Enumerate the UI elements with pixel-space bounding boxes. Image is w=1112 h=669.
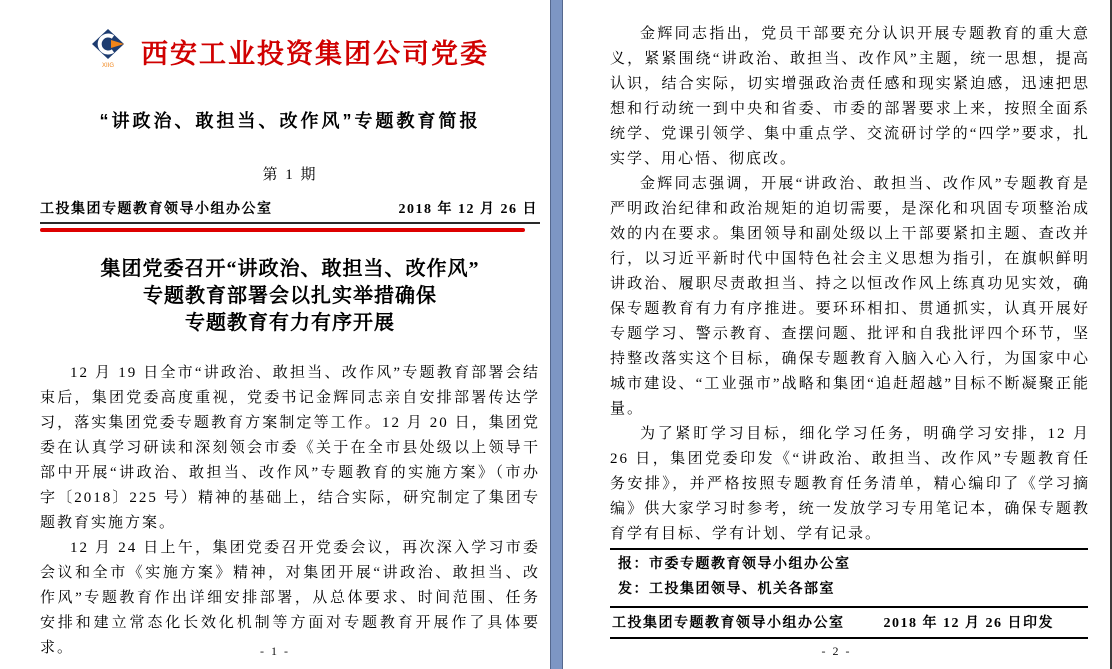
page-divider-bar: [550, 0, 563, 669]
page-1-body: [40, 361, 540, 661]
paragraph: 金辉同志强调，开展“讲政治、敢担当、改作风”专题教育是严明政治纪律和政治规矩的迫切需要，是深化和巩固专项整治成效的内在要求。集团领导和副处级以上干部要紧扣主题、查改并行，以习近平新时代中国特色社会主义思想为指引，在旗帜鲜明讲政治、履职尽责敢担当、持之以恒改作风上练真功见实效，确保专题教育有力有序推进。要环环相扣、贯通抓实，认真开展好专题学习、警示教育、查摆问题、批评和自我批评四个环节，坚持整改落实这个目标，确保专题教育入脑入心入行，为国家中心城市建设、“工业强市”战略和集团“追赶超越”目标不断凝聚正能量。: [610, 176, 1090, 417]
page-2: [563, 0, 1110, 669]
bulletin-footer: [610, 548, 1088, 639]
masthead-red-rule: [40, 228, 525, 232]
issue-date: 2018 年 12 月 26 日: [398, 202, 538, 217]
article-headline: [40, 256, 540, 337]
paragraph: 12 月 24 日上午，集团党委召开党委会议，再次深入学习市委会议和全市《实施方案》精神，对集团开展“讲政治、敢担当、改作风”专题教育作出详细安排部署，从总体要求、时间范围、任务安排和建立常态化长效化机制等方面对专题教育开展作了具体要求。: [40, 540, 540, 656]
print-info-row: [610, 608, 1088, 639]
issuer-date-row: [40, 198, 540, 224]
paragraph: 12 月 19 日全市“讲政治、敢担当、改作风”专题教育部署会结束后，集团党委高度重视，党委书记金辉同志亲自安排部署传达学习，落实集团党委专题教育方案制定等工作。12 月 20 日，集团党委在认真学习研读和深刻领会市委《关于在全市县处级以上领导干部中开展“讲政治、敢担当、改作风”专题教育的实施方案》（市办字〔2018〕225 号）精神的基础上，结合实际，研究制定了集团专题教育实施方案。: [40, 365, 540, 531]
page-2-body: [610, 22, 1090, 547]
page-2-number: - 2 -: [821, 644, 852, 658]
paragraph: 为了紧盯学习目标，细化学习任务，明确学习安排，12 月 26 日，集团党委印发《“讲政治、敢担当、改作风”专题教育任务安排》，并严格按照专题教育任务清单，精心编印了《学习摘编》供大家学习时参考，统一发放学习专用笔记本，确保专题教育学有目标、学有计划、学有记录。: [610, 426, 1090, 542]
report-to-line: 报：市委专题教育领导小组办公室: [618, 557, 851, 572]
distribute-to-line: 发：工投集团领导、机关各部室: [610, 575, 1088, 608]
headline-line-1: 集团党委召开“讲政治、敢担当、改作风”: [100, 258, 480, 280]
logo-caption: XIIG: [101, 63, 115, 69]
issuer-office: 工投集团专题教育领导小组办公室: [40, 202, 273, 217]
print-date: 2018 年 12 月 26 日印发: [883, 616, 1054, 631]
page-1: [0, 0, 550, 669]
bulletin-subtitle: “讲政治、敢担当、改作风”专题教育简报: [99, 111, 481, 131]
headline-line-2: 专题教育部署会以扎实举措确保: [143, 285, 437, 307]
paragraph: 金辉同志指出，党员干部要充分认识开展专题教育的重大意义，紧紧围绕“讲政治、敢担当、改作风”主题，统一思想，提高认识，结合实际，切实增强政治责任感和现实紧迫感，迅速把思想和行动统一到中央和省委、市委的部署要求上来，按照全面系统学、党课引领学、集中重点学、交流研讨学的“四学”要求，扎实学、用心悟、彻底改。: [610, 26, 1090, 167]
masthead: [40, 28, 540, 75]
page-1-number: - 1 -: [260, 644, 290, 658]
headline-line-3: 专题教育有力有序开展: [185, 312, 395, 334]
company-logo-icon: [91, 28, 127, 75]
issue-number: 第 1 期: [262, 167, 318, 183]
org-title: 西安工业投资集团公司党委: [141, 39, 489, 69]
footer-issuer-office: 工投集团专题教育领导小组办公室: [612, 616, 845, 631]
